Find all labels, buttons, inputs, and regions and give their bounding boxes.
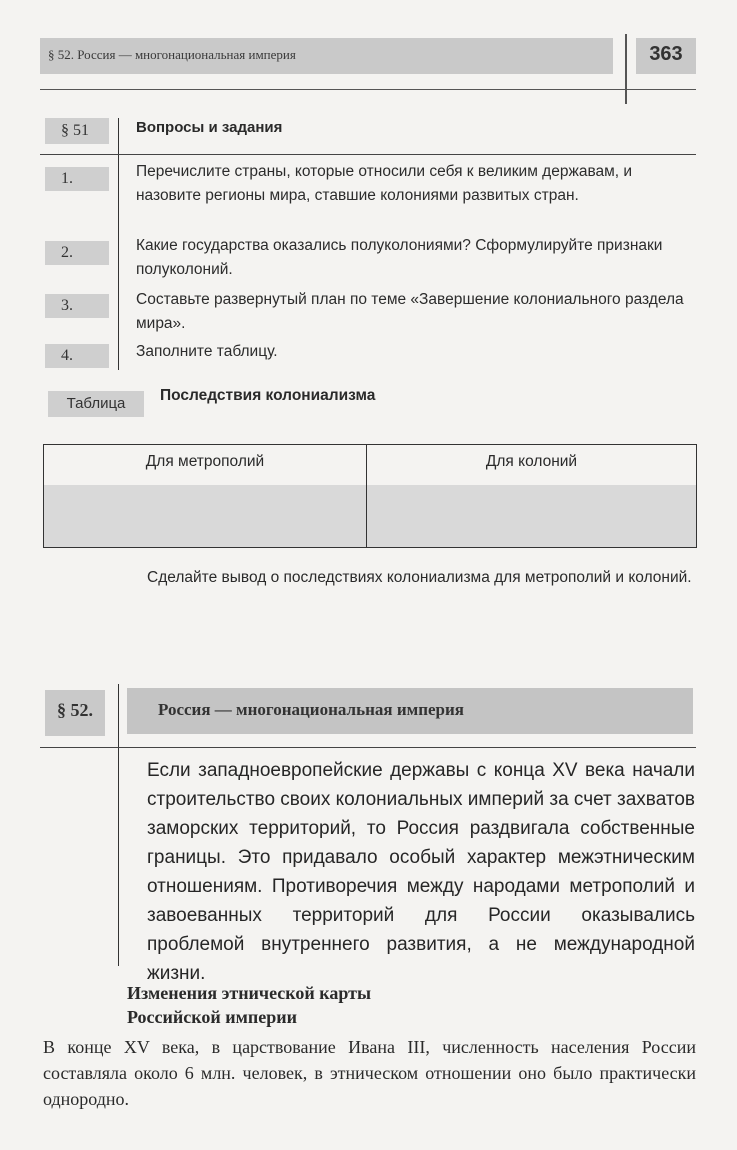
body-paragraph: В конце XV века, в царствование Ивана III, численность населения России составляла около 6 млн. человек, в этническом отношении оно было практически однородно. <box>43 1037 696 1109</box>
question-number: 1. <box>45 167 109 191</box>
table-tag: Таблица <box>48 391 144 417</box>
subheading-line1: Изменения этнической карты <box>127 983 372 1003</box>
table-empty-row <box>44 485 696 547</box>
subheading-line2: Российской империи <box>127 1007 298 1027</box>
conclusion-task: Сделайте вывод о последствиях колониализма для метрополий и колоний. <box>147 569 692 586</box>
table-header-row <box>44 445 696 486</box>
question-text: Составьте развернутый план по теме «Завершение колониального раздела мира». <box>136 291 684 332</box>
questions-divider <box>118 118 119 370</box>
section-intro: Если западноевропейские державы с конца XV века начали строительство своих колониальных империй за счет захватов заморских территорий, то Россия раздвигала собственные границы. Это придавало особый характер межэтническим отношениям. Противоречия между народами метрополий и завоеванных территорий для России оказывались проблемой внутреннего развития, а не международной жизни. <box>147 760 695 984</box>
header-rule <box>40 89 696 90</box>
question-text: Какие государства оказались полуколониями? Сформулируйте признаки полуколоний. <box>136 237 663 278</box>
running-title: § 52. Россия — многонациональная империя <box>48 47 296 62</box>
table-header-cell: Для метрополий <box>145 453 265 470</box>
question-number: 2. <box>45 241 109 265</box>
section-number: § 52. <box>57 700 93 720</box>
question-text: Заполните таблицу. <box>136 343 278 360</box>
question-number: 4. <box>45 344 109 368</box>
questions-heading: Вопросы и задания <box>136 119 283 136</box>
questions-rule <box>40 154 696 155</box>
table-title: Последствия колониализма <box>160 387 376 404</box>
section-divider <box>118 684 119 966</box>
header-divider <box>625 34 627 104</box>
table-column-divider <box>366 445 367 547</box>
section-rule <box>40 747 696 748</box>
page-number: 363 <box>649 43 683 65</box>
section-tag-51: § 51 <box>45 118 109 144</box>
table-header-cell: Для колоний <box>485 453 578 470</box>
question-text: Перечислите страны, которые относили себя к великим державам, и назовите регионы мира, ставшие колониями развитых стран. <box>136 163 633 204</box>
question-number: 3. <box>45 294 109 318</box>
section-title: Россия — многонациональная империя <box>158 700 464 719</box>
consequences-table <box>43 444 697 548</box>
